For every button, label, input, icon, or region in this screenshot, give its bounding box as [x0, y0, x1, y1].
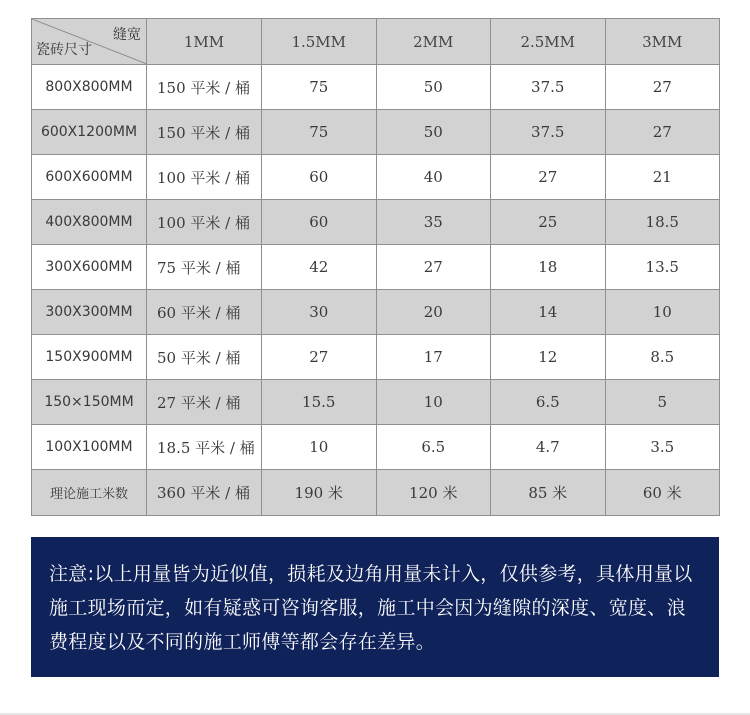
- tile-size-cell: 150X900MM: [32, 335, 147, 380]
- column-header: 2MM: [376, 19, 491, 65]
- coverage-table-container: [31, 18, 719, 516]
- coverage-cell: 4.7: [491, 425, 606, 470]
- coverage-cell: 18.5: [605, 200, 720, 245]
- coverage-1mm-cell: 360 平米 / 桶: [147, 470, 262, 516]
- notice-box: [31, 537, 719, 677]
- table-row: [32, 110, 720, 155]
- coverage-cell: 27: [262, 335, 377, 380]
- coverage-cell: 15.5: [262, 380, 377, 425]
- corner-header-cell: [32, 19, 147, 65]
- coverage-cell: 14: [491, 290, 606, 335]
- coverage-cell: 27: [605, 65, 720, 110]
- coverage-cell: 20: [376, 290, 491, 335]
- coverage-cell: 10: [262, 425, 377, 470]
- coverage-cell: 50: [376, 65, 491, 110]
- coverage-cell: 37.5: [491, 110, 606, 155]
- tile-size-cell: 300X600MM: [32, 245, 147, 290]
- coverage-1mm-cell: 100 平米 / 桶: [147, 200, 262, 245]
- coverage-cell: 6.5: [376, 425, 491, 470]
- coverage-cell: 30: [262, 290, 377, 335]
- coverage-cell: 5: [605, 380, 720, 425]
- coverage-cell: 40: [376, 155, 491, 200]
- coverage-cell: 27: [376, 245, 491, 290]
- table-row: [32, 425, 720, 470]
- tile-size-cell: 600X1200MM: [32, 110, 147, 155]
- column-header: 3MM: [605, 19, 720, 65]
- corner-label-tile-size: 瓷砖尺寸: [36, 42, 92, 58]
- tile-size-cell: 600X600MM: [32, 155, 147, 200]
- tile-size-cell: 150×150MM: [32, 380, 147, 425]
- column-header: 1MM: [147, 19, 262, 65]
- table-row: [32, 65, 720, 110]
- tile-size-cell: 300X300MM: [32, 290, 147, 335]
- table-row: [32, 380, 720, 425]
- coverage-1mm-cell: 50 平米 / 桶: [147, 335, 262, 380]
- column-header: 1.5MM: [262, 19, 377, 65]
- coverage-cell: 35: [376, 200, 491, 245]
- coverage-cell: 37.5: [491, 65, 606, 110]
- coverage-cell: 75: [262, 110, 377, 155]
- tile-size-cell: 800X800MM: [32, 65, 147, 110]
- coverage-cell: 25: [491, 200, 606, 245]
- coverage-1mm-cell: 150 平米 / 桶: [147, 110, 262, 155]
- table-row: [32, 335, 720, 380]
- notice-text: 注意:以上用量皆为近似值，损耗及边角用量未计入，仅供参考，具体用量以施工现场而定，如有疑惑可咨询客服，施工中会因为缝隙的深度、宽度、浪费程度以及不同的施工师傅等都会存在差异。: [49, 563, 693, 653]
- table-row: [32, 155, 720, 200]
- coverage-cell: 60: [262, 155, 377, 200]
- coverage-cell: 50: [376, 110, 491, 155]
- coverage-cell: 21: [605, 155, 720, 200]
- coverage-cell: 85 米: [491, 470, 606, 516]
- coverage-1mm-cell: 60 平米 / 桶: [147, 290, 262, 335]
- table-total-row: [32, 470, 720, 516]
- coverage-1mm-cell: 27 平米 / 桶: [147, 380, 262, 425]
- coverage-cell: 120 米: [376, 470, 491, 516]
- coverage-cell: 27: [605, 110, 720, 155]
- coverage-cell: 10: [376, 380, 491, 425]
- column-header: 2.5MM: [491, 19, 606, 65]
- coverage-cell: 60 米: [605, 470, 720, 516]
- coverage-table: [31, 18, 720, 516]
- coverage-cell: 6.5: [491, 380, 606, 425]
- coverage-cell: 190 米: [262, 470, 377, 516]
- tile-size-cell: 400X800MM: [32, 200, 147, 245]
- coverage-cell: 8.5: [605, 335, 720, 380]
- coverage-cell: 12: [491, 335, 606, 380]
- coverage-1mm-cell: 150 平米 / 桶: [147, 65, 262, 110]
- table-row: [32, 200, 720, 245]
- coverage-1mm-cell: 100 平米 / 桶: [147, 155, 262, 200]
- coverage-cell: 13.5: [605, 245, 720, 290]
- coverage-cell: 75: [262, 65, 377, 110]
- coverage-cell: 17: [376, 335, 491, 380]
- coverage-cell: 60: [262, 200, 377, 245]
- coverage-cell: 3.5: [605, 425, 720, 470]
- table-row: [32, 245, 720, 290]
- table-body: [32, 65, 720, 516]
- table-row: [32, 290, 720, 335]
- coverage-cell: 10: [605, 290, 720, 335]
- tile-size-cell: 100X100MM: [32, 425, 147, 470]
- coverage-1mm-cell: 18.5 平米 / 桶: [147, 425, 262, 470]
- coverage-cell: 42: [262, 245, 377, 290]
- coverage-cell: 18: [491, 245, 606, 290]
- table-header-row: [32, 19, 720, 65]
- total-label-cell: 理论施工米数: [32, 470, 147, 516]
- corner-label-gap-width: 缝宽: [113, 27, 141, 43]
- coverage-cell: 27: [491, 155, 606, 200]
- coverage-1mm-cell: 75 平米 / 桶: [147, 245, 262, 290]
- corner-header: [32, 19, 146, 64]
